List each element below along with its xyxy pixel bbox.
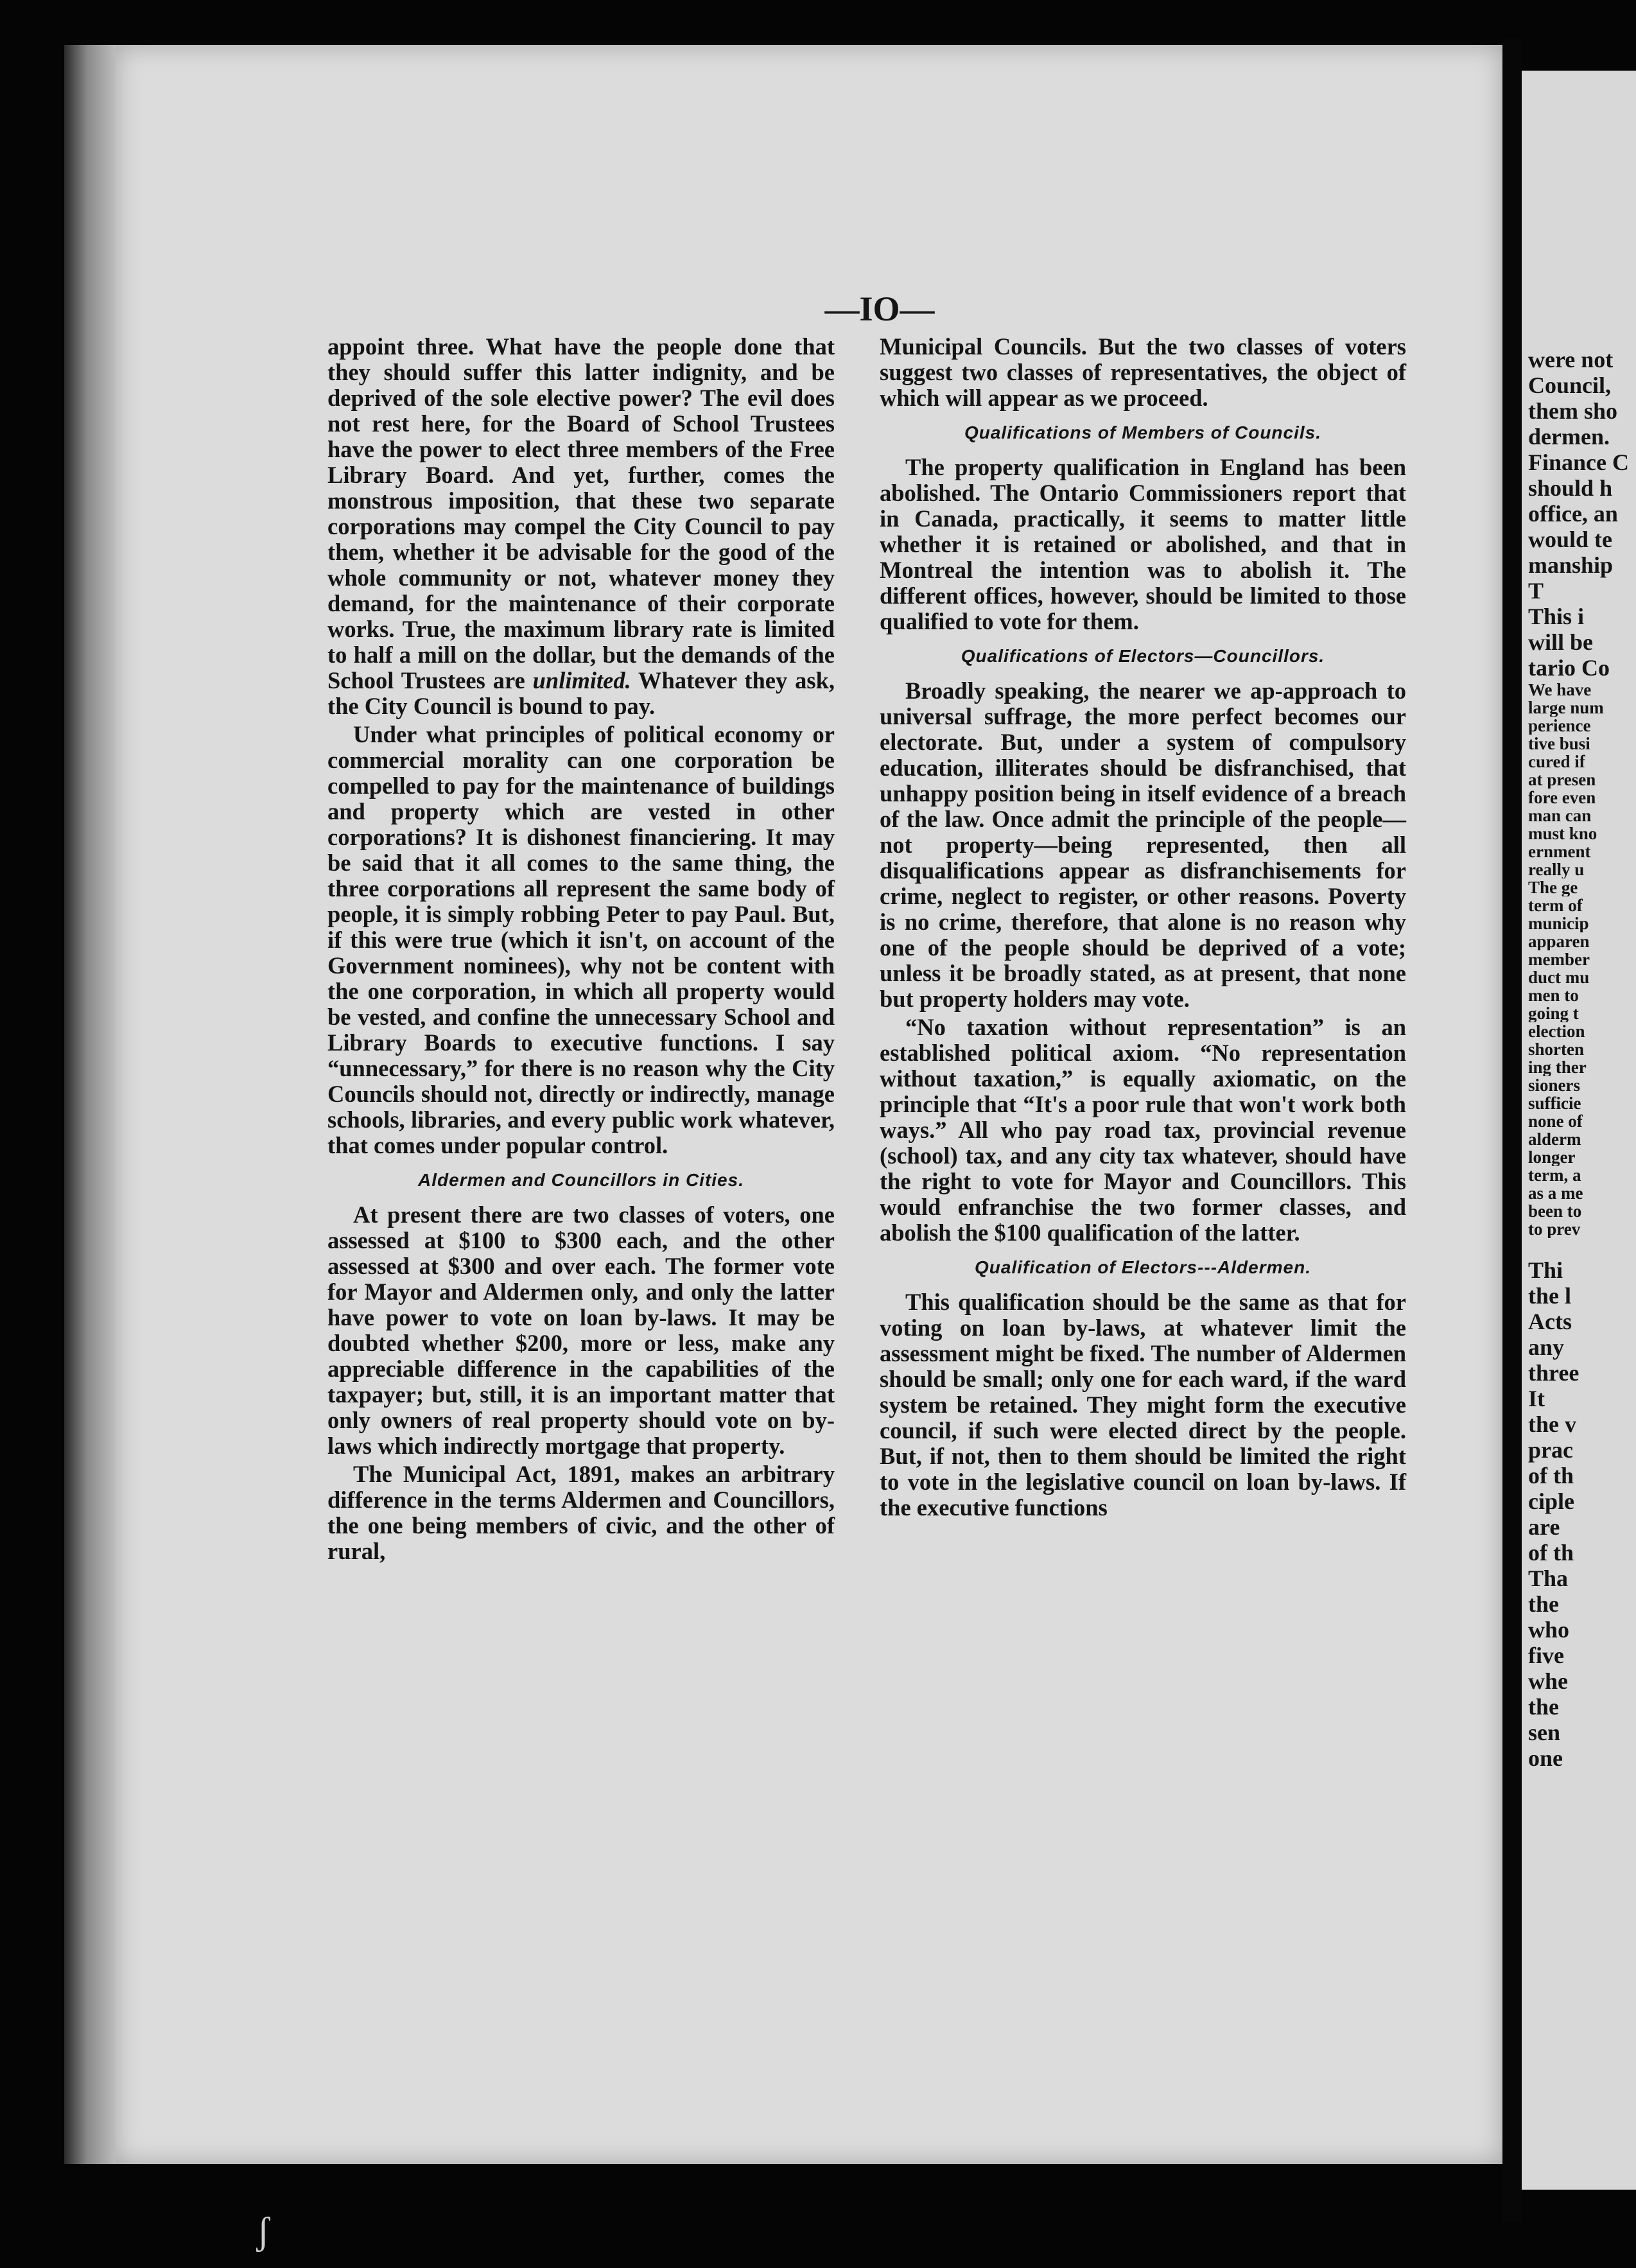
facing-page-line: tive busi	[1528, 735, 1590, 753]
facing-page-line: sen	[1528, 1720, 1561, 1745]
facing-page-line: large num	[1528, 699, 1604, 717]
scan-mark: ʃ	[257, 2210, 270, 2252]
facing-page-line: apparen	[1528, 932, 1590, 950]
facing-page-line: shorten	[1528, 1040, 1584, 1058]
facing-page-line: The ge	[1528, 878, 1578, 896]
facing-page-line: election	[1528, 1022, 1585, 1040]
facing-page-line: sufficie	[1528, 1094, 1581, 1112]
facing-page-line: the	[1528, 1591, 1559, 1617]
facing-page-line: Thi	[1528, 1257, 1563, 1283]
facing-page-line: It	[1528, 1386, 1545, 1411]
facing-page-line: Acts	[1528, 1309, 1572, 1334]
facing-page-line: This i	[1528, 604, 1585, 629]
facing-page-line: Council,	[1528, 372, 1612, 398]
facing-page-line: to prev	[1528, 1220, 1581, 1238]
facing-page-line: the	[1528, 1694, 1559, 1720]
section-heading: Aldermen and Councillors in Cities.	[418, 1170, 744, 1190]
left-column	[327, 334, 835, 1567]
facing-page-line: them sho	[1528, 398, 1618, 424]
section-heading: Qualifications of Electors—Councillors.	[961, 646, 1325, 666]
page-number: —IO—	[824, 290, 935, 328]
paragraph: Municipal Councils. But the two classes of voters suggest two classes of representatives, the object of which will appear as we proceed.	[880, 333, 1406, 411]
facing-page-line: term of	[1528, 896, 1583, 914]
paragraph: The Municipal Act, 1891, makes an arbitrary difference in the terms Aldermen and Councillors, the one being members of civic, and the other of rural,	[327, 1461, 835, 1564]
facing-page-line: will be	[1528, 629, 1594, 655]
facing-page-line: are	[1528, 1514, 1560, 1540]
facing-page-line: the v	[1528, 1411, 1576, 1437]
facing-page-line: duct mu	[1528, 968, 1590, 986]
facing-page-line: ciple	[1528, 1488, 1574, 1514]
facing-page-line: of th	[1528, 1463, 1574, 1488]
facing-page-line: who	[1528, 1617, 1570, 1643]
facing-page-line: term, a	[1528, 1166, 1581, 1184]
page-gutter	[1502, 39, 1522, 2222]
middle-column	[880, 334, 1406, 1523]
italic-text: unlimited.	[532, 667, 631, 693]
facing-page-line: five	[1528, 1643, 1564, 1668]
facing-page-line: ernment	[1528, 842, 1591, 860]
facing-page-line: sioners	[1528, 1076, 1580, 1094]
facing-page-line: man can	[1528, 807, 1592, 824]
facing-page-line: cured if	[1528, 753, 1585, 771]
facing-page-line: really u	[1528, 860, 1585, 878]
facing-page-line: prac	[1528, 1437, 1573, 1463]
spacer	[1528, 1238, 1636, 1257]
facing-page-line: of th	[1528, 1540, 1574, 1566]
facing-page-line: manship	[1528, 552, 1614, 578]
facing-page-line: going t	[1528, 1004, 1579, 1022]
facing-page-line: Tha	[1528, 1566, 1569, 1591]
facing-page-line: one	[1528, 1745, 1563, 1771]
facing-page-line: We have	[1528, 681, 1592, 699]
facing-page-line: would te	[1528, 527, 1613, 552]
paragraph: Under what principles of political economy or commercial morality can one corporation be compelled to pay for the maintenance of buildings and property which are vested in other corporations? It is dishonest financiering. It may be said that it all comes to the same thing, the three corporations all represent the same body of people, it is simply robbing Peter to pay Paul. But, if this were true (which it isn't, on account of the Government nominees), why not be content with the one corporation, in which all property would be vested, and confine the unnecessary School and Library Boards to executive functions. I say “unnecessary,” for there is no reason why the City Councils should not, directly or indirectly, manage schools, libraries, and every public work whatever, that comes under popular control.	[327, 721, 835, 1158]
paragraph: The property qualification in England has been abolished. The Ontario Commissioners report that in Canada, practically, it seems to matter little whether it is retained or abolished, and that in Montreal the intention was to abolish it. The different offices, however, should be limited to those qualified to vote for them.	[880, 454, 1406, 634]
facing-page-line: none of	[1528, 1112, 1583, 1130]
paragraph: “No taxation without representation” is an established political axiom. “No representation without taxation,” is equally axiomatic, on the principle that “It's a poor rule that won't work both ways.” All who pay road tax, provincial revenue (school) tax, and any city tax whatever, should have the right to vote for Mayor and Councillors. This would enfranchise the two former classes, and abolish the $100 qualification of the latter.	[880, 1014, 1406, 1246]
page-edge	[64, 45, 122, 2164]
facing-page-line: ing ther	[1528, 1058, 1587, 1076]
facing-page-line: longer	[1528, 1148, 1576, 1166]
facing-page-line: office, an	[1528, 501, 1618, 527]
facing-page-line: perience	[1528, 717, 1591, 735]
facing-page-line: three	[1528, 1360, 1579, 1386]
facing-page-line: any	[1528, 1334, 1565, 1360]
section-heading: Qualifications of Members of Councils.	[964, 423, 1322, 442]
facing-page-line: were not	[1528, 347, 1614, 372]
facing-page-line: dermen.	[1528, 424, 1610, 449]
facing-page-line: been to	[1528, 1202, 1582, 1220]
facing-page-line: T	[1528, 578, 1544, 604]
facing-page-line: at presen	[1528, 771, 1596, 789]
facing-page-line: tario Co	[1528, 655, 1610, 681]
paragraph	[327, 334, 835, 719]
facing-page-line: member	[1528, 950, 1590, 968]
paragraph: Broadly speaking, the nearer we ap-approach to universal suffrage, the more perfect becomes our electorate. But, under a system of compulsory education, illiterates should be disfranchised, that unhappy position being in itself evidence of a breach of the law. Once admit the principle of the people—not property—being represented, then all disqualifications appear as disfranchisements for crime, neglect to register, or other reasons. Poverty is no crime, therefore, that alone is no reason why one of the people should be deprived of a vote; unless it be broadly stated, as at present, that none but property holders may vote.	[880, 677, 1406, 1012]
facing-page-line: as a me	[1528, 1184, 1583, 1202]
facing-page-line: whe	[1528, 1668, 1568, 1694]
facing-page-line: should h	[1528, 475, 1613, 501]
facing-page-line: the l	[1528, 1283, 1571, 1309]
paragraph: At present there are two classes of voters, one assessed at $100 to $300 each, and the other assessed at $300 and over each. The former vote for Mayor and Aldermen only, and only the latter have power to vote on loan by-laws. It may be doubted whether $200, more or less, make any appreciable difference in the capabilities of the taxpayer; but, still, it is an important matter that only owners of real property should vote on by-laws which indirectly mortgage that property.	[327, 1201, 835, 1459]
paragraph: This qualification should be the same as that for voting on loan by-laws, at whatever limit the assessment might be fixed. The number of Aldermen should be small; only one for each ward, if the ward system be retained. They might form the executive council, if such were elected direct by the people. But, if not, then to them should be limited the right to vote in the legislative council on loan by-laws. If the executive functions	[880, 1289, 1406, 1521]
section-heading: Qualification of Electors---Aldermen.	[975, 1257, 1311, 1277]
paragraph-text: Whatever they ask, the City Council is bound to pay.	[327, 667, 835, 719]
paragraph-text: appoint three. What have the people done that they should suffer this latter indignity, and be deprived of the sole elective power? The evil does not rest here, for the Board of School Trustees have the power to elect three members of the Free Library Board. And yet, further, comes the monstrous imposition, that these two separate corporations may compel the City Council to pay them, whether it be advisable for the good of the whole community or not, whatever money they demand, for the maintenance of their corporate works. True, the maximum library rate is limited to half a mill on the dollar, but the demands of the School Trustees are	[327, 333, 835, 693]
facing-page-line: men to	[1528, 986, 1579, 1004]
facing-page-line: Finance C	[1528, 449, 1629, 475]
facing-page-line: alderm	[1528, 1130, 1581, 1148]
facing-page-line: must kno	[1528, 824, 1597, 842]
facing-page-text	[1528, 347, 1636, 1771]
facing-page-line: fore even	[1528, 789, 1596, 807]
facing-page-line: municip	[1528, 914, 1589, 932]
